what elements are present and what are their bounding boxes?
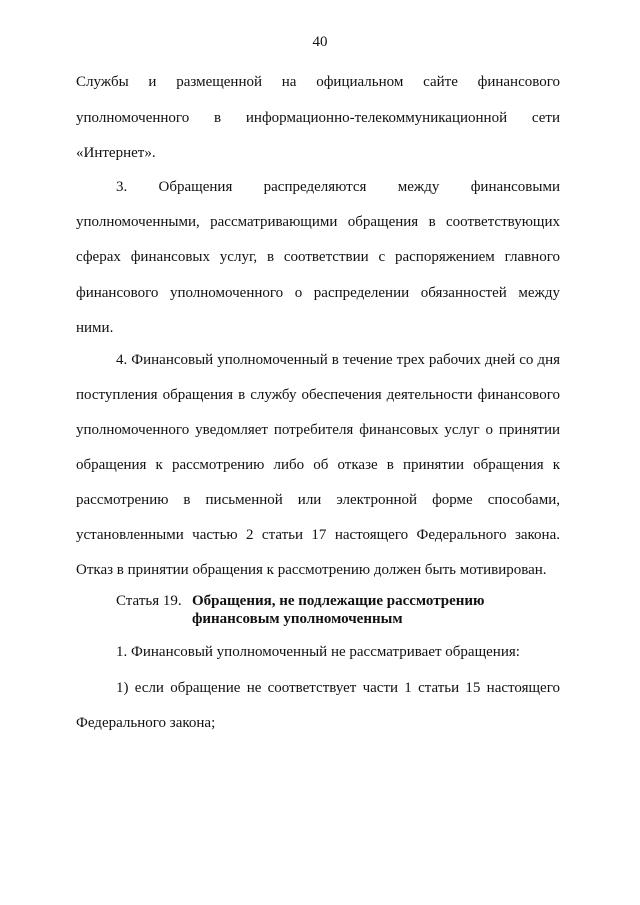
text-line: поступления обращения в службу обеспечения деятельности финансового: [76, 387, 560, 403]
text-line: уполномоченными, рассматривающими обращения в соответствующих: [76, 214, 560, 230]
text-line: «Интернет».: [76, 145, 156, 161]
text-line: 1) если обращение не соответствует части 1 статьи 15 настоящего: [116, 680, 560, 696]
text-line: Отказ в принятии обращения к рассмотрению должен быть мотивирован.: [76, 562, 547, 578]
text-line: установленными частью 2 статьи 17 настоящего Федерального закона.: [76, 527, 560, 543]
page-number: 40: [312, 34, 328, 50]
text-line: финансового уполномоченного о распределении обязанностей между: [76, 285, 560, 301]
text-line: уполномоченного в информационно-телекоммуникационной сети: [76, 110, 560, 126]
text-line: 4. Финансовый уполномоченный в течение трех рабочих дней со дня: [116, 352, 560, 368]
text-line: Федерального закона;: [76, 715, 216, 731]
text-line: Службы и размещенной на официальном сайте финансового: [76, 74, 560, 90]
article-title-line-2: финансовым уполномоченным: [192, 611, 403, 627]
article-label: Статья 19.: [116, 593, 182, 609]
article-title-line-1: Обращения, не подлежащие рассмотрению: [192, 593, 485, 609]
text-line: рассмотрению в письменной или электронной форме способами,: [76, 492, 560, 508]
text-line: 3. Обращения распределяются между финансовыми: [116, 179, 560, 195]
text-line: ними.: [76, 320, 114, 336]
text-line: уполномоченного уведомляет потребителя финансовых услуг о принятии: [76, 422, 560, 438]
text-line: 1. Финансовый уполномоченный не рассматривает обращения:: [116, 644, 520, 660]
text-line: сферах финансовых услуг, в соответствии с распоряжением главного: [76, 249, 560, 265]
text-line: обращения к рассмотрению либо об отказе в принятии обращения к: [76, 457, 560, 473]
